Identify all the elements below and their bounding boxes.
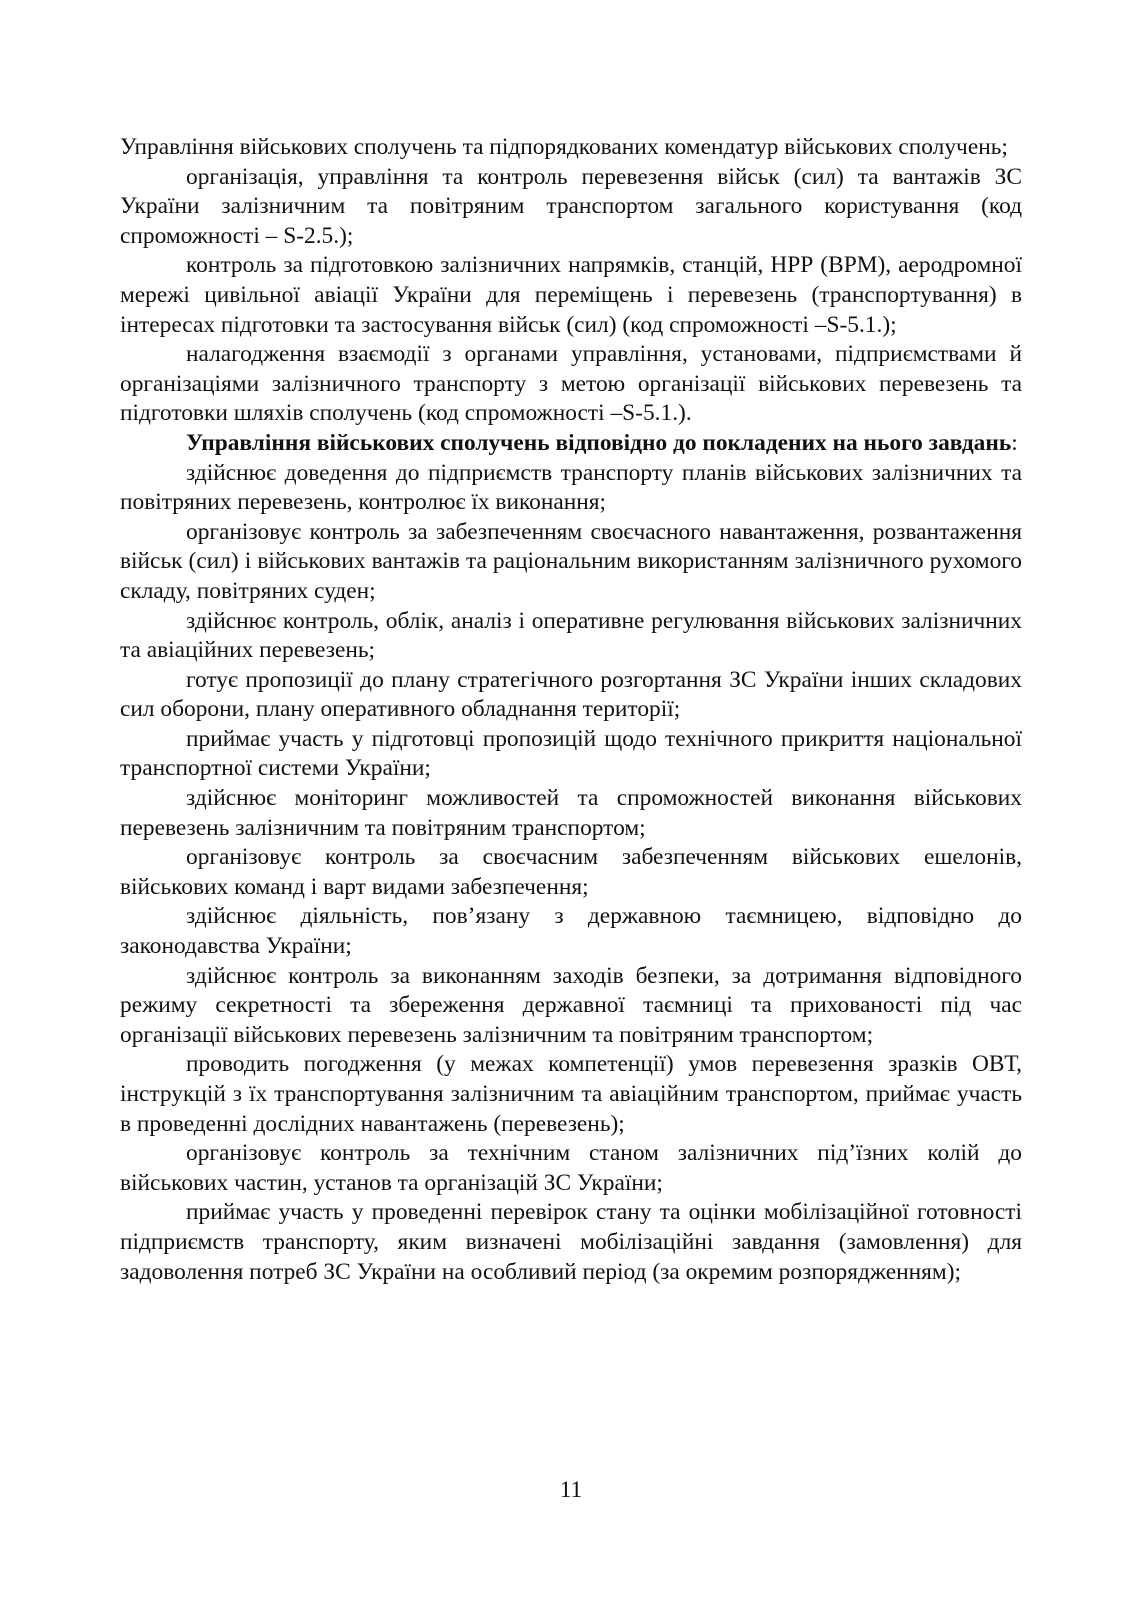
paragraph-3: контроль за підготовкою залізничних напрямків, станцій, НРР (ВРМ), аеродромної мережі цивільної авіації України для переміщень і перевезень (транспортування) в інтересах підготовки та застосування військ (сил) (код спроможності –S-5.1.); — [120, 252, 1022, 338]
paragraph-11: здійснює моніторинг можливостей та спроможностей виконання військових перевезень залізничним та повітряним транспортом; — [120, 785, 1022, 841]
paragraph-2: організація, управління та контроль перевезення військ (сил) та вантажів ЗС України залізничним та повітряним транспортом загального користування (код спроможності – S-2.5.); — [120, 163, 1022, 249]
paragraph-8: здійснює контроль, облік, аналіз і оперативне регулювання військових залізничних та авіаційних перевезень; — [120, 607, 1022, 664]
section-heading — [120, 429, 1022, 459]
paragraph-13: здійснює діяльність, пов’язану з державною таємницею, відповідно до законодавства України; — [120, 903, 1022, 960]
document-body — [120, 133, 1022, 1287]
paragraph-7: організовує контроль за забезпеченням своєчасного навантаження, розвантаження військ (сил) і військових вантажів та раціональним використанням залізничного рухомого складу, повітряних суден; — [120, 518, 1022, 604]
paragraph-1: Управління військових сполучень та підпорядкованих комендатур військових сполучень; — [120, 134, 1008, 160]
paragraph-14: здійснює контроль за виконанням заходів безпеки, за дотримання відповідного режиму секретності та збереження державної таємниці та прихованості під час організації військових перевезень залізничним та повітряним транспортом; — [120, 962, 1022, 1048]
paragraph-15: проводить погодження (у межах компетенції) умов перевезення зразків ОВТ, інструкцій з їх транспортування залізничним та авіаційним транспортом, приймає участь в проведенні дослідних навантажень (перевезень); — [120, 1051, 1022, 1137]
paragraph-6: здійснює доведення до підприємств транспорту планів військових залізничних та повітряних перевезень, контролює їх виконання; — [120, 459, 1022, 516]
paragraph-12: організовує контроль за своєчасним забезпеченням військових ешелонів, військових команд і варт видами забезпечення; — [120, 844, 1022, 900]
paragraph-16: організовує контроль за технічним станом залізничних під’їзних колій до військових частин, установ та організацій ЗС України; — [120, 1140, 1022, 1196]
section-heading-bold: Управління військових сполучень відповідно до покладених на нього завдань — [186, 429, 1012, 456]
paragraph-10: приймає участь у підготовці пропозицій щодо технічного прикриття національної транспортної системи України; — [120, 725, 1022, 782]
paragraph-9: готує пропозиції до плану стратегічного розгортання ЗС України інших складових сил оборони, плану оперативного обладнання території; — [120, 666, 1022, 723]
paragraph-4: налагодження взаємодії з органами управління, установами, підприємствами й організаціями залізничного транспорту з метою організації військових перевезень та підготовки шляхів сполучень (код спроможності –S-5.1.). — [120, 341, 1022, 427]
section-heading-tail: : — [1011, 429, 1018, 456]
page-number: 11 — [559, 1477, 583, 1503]
paragraph-17: приймає участь у проведенні перевірок стану та оцінки мобілізаційної готовності підприємств транспорту, яким визначені мобілізаційні завдання (замовлення) для задоволення потреб ЗС України на особливий період (за окремим розпорядженням); — [120, 1199, 1022, 1285]
